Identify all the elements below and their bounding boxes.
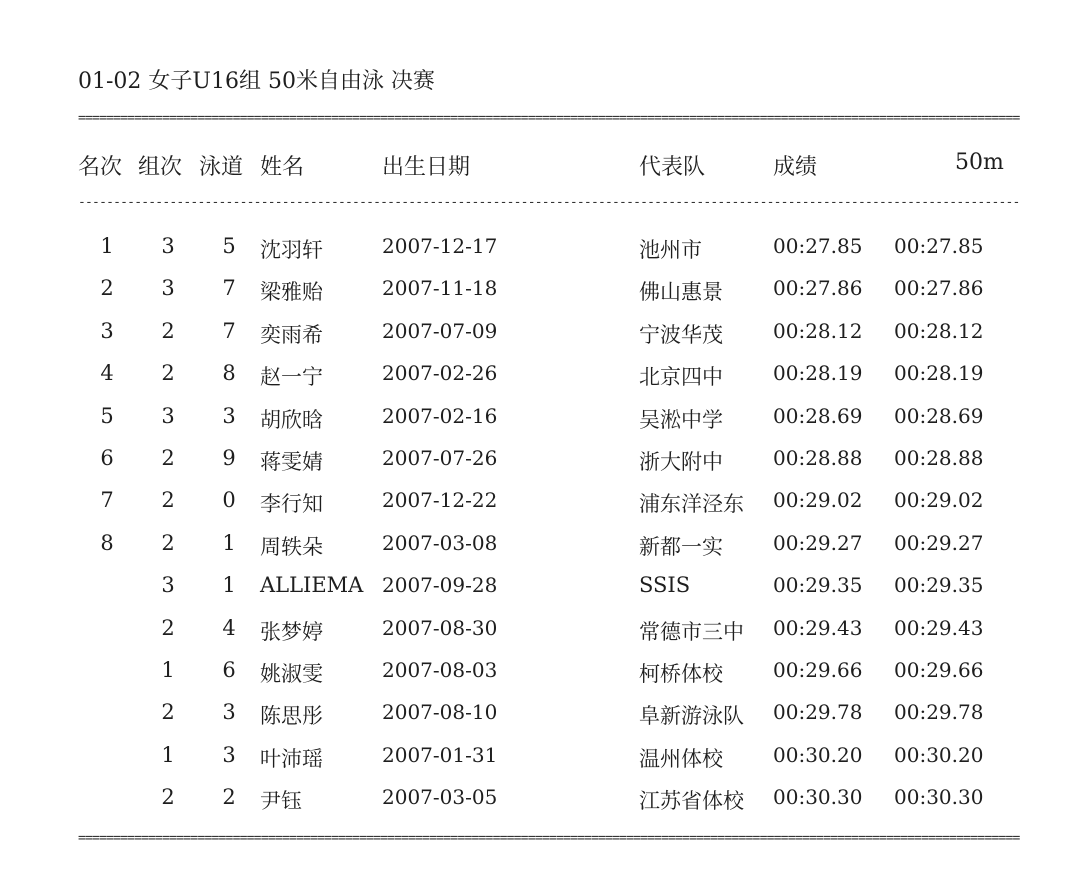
cell-team: 浦东洋泾东 <box>639 492 744 516</box>
cell-lane: 5 <box>222 234 236 258</box>
table-row <box>0 531 1080 563</box>
table-row <box>0 488 1080 520</box>
cell-name: 赵一宁 <box>260 365 323 389</box>
cell-name: 姚淑雯 <box>260 662 323 686</box>
cell-lane: 0 <box>222 488 236 512</box>
cell-split: 00:28.19 <box>894 361 984 385</box>
cell-split: 00:30.30 <box>894 785 984 809</box>
cell-name: 梁雅贻 <box>260 280 323 304</box>
cell-name: 沈羽轩 <box>260 238 323 262</box>
cell-lane: 6 <box>222 658 236 682</box>
cell-name: 叶沛瑶 <box>260 747 323 771</box>
table-row <box>0 234 1080 266</box>
cell-birth: 2007-11-18 <box>382 276 498 300</box>
header-name: 姓名 <box>260 155 305 180</box>
table-row <box>0 361 1080 393</box>
cell-birth: 2007-03-08 <box>382 531 498 555</box>
cell-rank: 2 <box>100 276 114 300</box>
table-row <box>0 616 1080 648</box>
cell-rank: 3 <box>100 319 114 343</box>
cell-heat: 2 <box>161 700 175 724</box>
cell-birth: 2007-07-26 <box>382 446 498 470</box>
double-rule-top: ====================================================================================================================================== <box>78 114 1020 124</box>
cell-rank: 6 <box>100 446 114 470</box>
cell-rank: 7 <box>100 488 114 512</box>
cell-rank: 1 <box>100 234 114 258</box>
cell-heat: 2 <box>161 446 175 470</box>
cell-rank: 8 <box>100 531 114 555</box>
cell-lane: 7 <box>222 319 236 343</box>
header-rank: 名次 <box>78 155 123 180</box>
cell-birth: 2007-12-17 <box>382 234 498 258</box>
table-row <box>0 573 1080 605</box>
cell-birth: 2007-08-03 <box>382 658 498 682</box>
table-row <box>0 404 1080 436</box>
cell-name: 陈思彤 <box>260 704 323 728</box>
cell-result: 00:27.85 <box>773 234 863 258</box>
cell-name: ALLIEMA <box>260 573 364 597</box>
cell-birth: 2007-08-10 <box>382 700 498 724</box>
cell-split: 00:29.02 <box>894 488 984 512</box>
cell-result: 00:28.69 <box>773 404 863 428</box>
cell-lane: 3 <box>222 743 236 767</box>
cell-name: 张梦婷 <box>260 620 323 644</box>
dash-rule: -------------------------------------------------------------------------------------------------------------------------------------- <box>78 198 1020 208</box>
cell-result: 00:29.35 <box>773 573 863 597</box>
cell-name: 尹钰 <box>260 789 302 813</box>
cell-heat: 3 <box>161 573 175 597</box>
cell-name: 李行知 <box>260 492 323 516</box>
cell-lane: 3 <box>222 404 236 428</box>
cell-result: 00:28.19 <box>773 361 863 385</box>
table-row <box>0 276 1080 308</box>
table-row <box>0 446 1080 478</box>
cell-team: 北京四中 <box>639 365 723 389</box>
cell-lane: 3 <box>222 700 236 724</box>
cell-lane: 9 <box>222 446 236 470</box>
cell-heat: 2 <box>161 361 175 385</box>
header-team: 代表队 <box>639 155 706 180</box>
cell-split: 00:28.69 <box>894 404 984 428</box>
cell-split: 00:30.20 <box>894 743 984 767</box>
cell-split: 00:28.88 <box>894 446 984 470</box>
cell-heat: 1 <box>161 658 175 682</box>
cell-birth: 2007-03-05 <box>382 785 498 809</box>
cell-heat: 2 <box>161 319 175 343</box>
cell-lane: 7 <box>222 276 236 300</box>
cell-birth: 2007-09-28 <box>382 573 498 597</box>
cell-split: 00:29.27 <box>894 531 984 555</box>
cell-birth: 2007-02-26 <box>382 361 498 385</box>
cell-heat: 2 <box>161 531 175 555</box>
cell-team: 浙大附中 <box>639 450 723 474</box>
header-row <box>0 150 1080 180</box>
cell-team: 新都一实 <box>639 535 723 559</box>
cell-heat: 1 <box>161 743 175 767</box>
cell-heat: 2 <box>161 785 175 809</box>
cell-team: 池州市 <box>639 238 702 262</box>
cell-lane: 1 <box>222 531 236 555</box>
cell-rank: 4 <box>100 361 114 385</box>
cell-lane: 2 <box>222 785 236 809</box>
header-result: 成绩 <box>773 155 818 180</box>
table-row <box>0 743 1080 775</box>
cell-birth: 2007-02-16 <box>382 404 498 428</box>
cell-lane: 1 <box>222 573 236 597</box>
cell-team: 宁波华茂 <box>639 323 723 347</box>
cell-heat: 3 <box>161 404 175 428</box>
header-heat: 组次 <box>138 155 183 180</box>
cell-birth: 2007-08-30 <box>382 616 498 640</box>
cell-name: 奕雨希 <box>260 323 323 347</box>
cell-rank: 5 <box>100 404 114 428</box>
cell-result: 00:29.02 <box>773 488 863 512</box>
cell-result: 00:27.86 <box>773 276 863 300</box>
cell-result: 00:28.12 <box>773 319 863 343</box>
header-lane: 泳道 <box>199 155 244 180</box>
cell-team: 常德市三中 <box>639 620 744 644</box>
event-title: 01-02 女子U16组 50米自由泳 决赛 <box>78 69 435 94</box>
cell-heat: 2 <box>161 488 175 512</box>
cell-result: 00:30.20 <box>773 743 863 767</box>
cell-birth: 2007-01-31 <box>382 743 498 767</box>
cell-name: 胡欣晗 <box>260 408 323 432</box>
cell-result: 00:29.66 <box>773 658 863 682</box>
cell-team: 佛山惠景 <box>639 280 723 304</box>
cell-birth: 2007-07-09 <box>382 319 498 343</box>
cell-split: 00:27.85 <box>894 234 984 258</box>
cell-split: 00:29.66 <box>894 658 984 682</box>
cell-team: 吴淞中学 <box>639 408 723 432</box>
cell-heat: 3 <box>161 276 175 300</box>
cell-lane: 8 <box>222 361 236 385</box>
table-row <box>0 785 1080 817</box>
cell-heat: 2 <box>161 616 175 640</box>
cell-result: 00:29.43 <box>773 616 863 640</box>
cell-heat: 3 <box>161 234 175 258</box>
table-row <box>0 319 1080 351</box>
cell-split: 00:29.43 <box>894 616 984 640</box>
cell-result: 00:28.88 <box>773 446 863 470</box>
header-birth: 出生日期 <box>382 155 471 180</box>
cell-split: 00:29.35 <box>894 573 984 597</box>
cell-team: 江苏省体校 <box>639 789 744 813</box>
cell-team: 阜新游泳队 <box>639 704 744 728</box>
table-row <box>0 700 1080 732</box>
cell-team: 温州体校 <box>639 747 723 771</box>
cell-result: 00:30.30 <box>773 785 863 809</box>
header-split: 50m <box>955 150 1004 175</box>
cell-name: 周轶朵 <box>260 535 323 559</box>
cell-birth: 2007-12-22 <box>382 488 498 512</box>
cell-result: 00:29.27 <box>773 531 863 555</box>
cell-team: 柯桥体校 <box>639 662 723 686</box>
table-row <box>0 658 1080 690</box>
cell-team: SSIS <box>639 573 691 597</box>
cell-split: 00:27.86 <box>894 276 984 300</box>
cell-split: 00:29.78 <box>894 700 984 724</box>
double-rule-bottom: ====================================================================================================================================== <box>78 834 1020 844</box>
cell-lane: 4 <box>222 616 236 640</box>
cell-name: 蒋雯婧 <box>260 450 323 474</box>
cell-split: 00:28.12 <box>894 319 984 343</box>
cell-result: 00:29.78 <box>773 700 863 724</box>
